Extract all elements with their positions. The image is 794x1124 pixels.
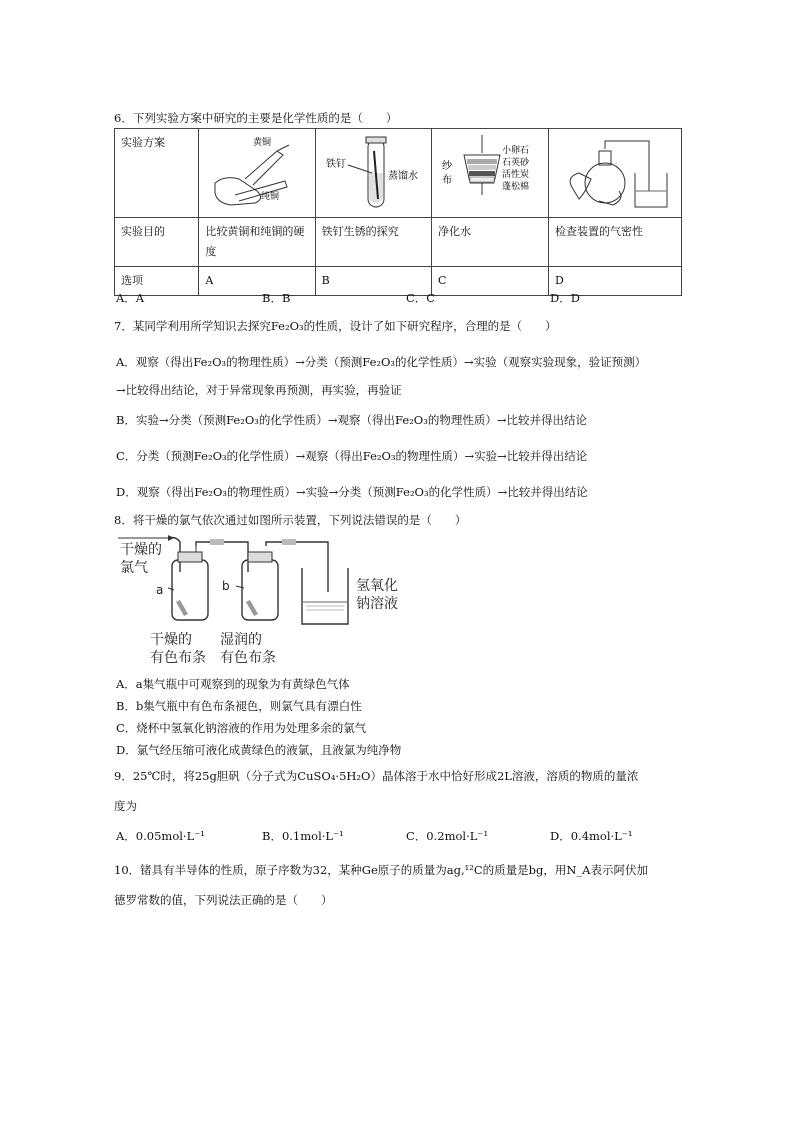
label-cotton: 蓬松棉 xyxy=(501,182,529,192)
label-wet-cloth1: 湿润的 xyxy=(220,632,262,648)
q7-option-d[interactable]: D．观察（得出Fe₂O₃的物理性质）→实验→分类（预测Fe₂O₃的化学性质）→比较并得出结论 xyxy=(116,485,588,499)
letter-a: A xyxy=(199,267,315,296)
q9-option-a[interactable]: A．0.05mol·L⁻¹ xyxy=(116,829,205,843)
q8-stem: 8．将干燥的氯气依次通过如图所示装置，下列说法错误的是（ ） xyxy=(114,513,467,527)
label-carbon: 活性炭 xyxy=(501,170,529,180)
label-dry-gas2: 氯气 xyxy=(120,560,148,576)
q9-option-c[interactable]: C．0.2mol·L⁻¹ xyxy=(406,829,489,843)
letter-d: D xyxy=(548,267,681,296)
q8-option-c[interactable]: C．烧杯中氢氧化钠溶液的作用为处理多余的氯气 xyxy=(116,721,367,735)
nail-tube-figure xyxy=(322,133,422,213)
label-naoh2: 钠溶液 xyxy=(356,596,398,612)
q8-option-a[interactable]: A．a集气瓶中可观察到的现象为有黄绿色气体 xyxy=(116,677,350,691)
q9-option-d[interactable]: D．0.4mol·L⁻¹ xyxy=(550,829,633,843)
q6-option-d[interactable]: D．D xyxy=(550,291,580,305)
label-gauze2: 布 xyxy=(441,175,452,186)
q9-stem-line1: 9．25℃时，将25g胆矾（分子式为CuSO₄·5H₂O）晶体溶于水中恰好形成2L溶液，溶质的物质的量浓 xyxy=(114,769,639,783)
q6-stem: 6．下列实验方案中研究的主要是化学性质的是（ ） xyxy=(114,111,398,125)
fig-b-rust xyxy=(315,129,431,218)
label-copper: 纯铜 xyxy=(261,192,280,202)
label-water: 蒸馏水 xyxy=(387,171,418,182)
q7-option-a-line1[interactable]: A．观察（得出Fe₂O₃的物理性质）→分类（预测Fe₂O₃的化学性质）→实验（观察实验现象，验证预测） xyxy=(116,355,647,369)
q8-option-b[interactable]: B．b集气瓶中有色布条褪色，则氯气具有漂白性 xyxy=(116,699,362,713)
label-a: a xyxy=(156,583,164,597)
q6-option-a[interactable]: A．A xyxy=(116,291,145,305)
purpose-b: 铁钉生锈的探究 xyxy=(315,218,431,267)
q10-stem-line2: 德罗常数的值，下列说法正确的是（ ） xyxy=(114,893,333,907)
letter-b: B xyxy=(315,267,431,296)
row-label-scheme: 实验方案 xyxy=(115,129,199,218)
label-pebble: 小卵石 xyxy=(501,146,529,156)
purpose-a: 比较黄铜和纯铜的硬度 xyxy=(199,218,315,267)
q7-stem: 7．某同学利用所学知识去探究Fe₂O₃的性质，设计了如下研究程序，合理的是（ ） xyxy=(114,319,557,333)
purpose-d: 检查装置的气密性 xyxy=(548,218,681,267)
q6-option-b[interactable]: B．B xyxy=(262,291,291,305)
label-naoh1: 氢氧化 xyxy=(356,578,398,594)
label-quartz: 石英砂 xyxy=(501,158,529,168)
q10-stem-line1: 10．锗具有半导体的性质，原子序数为32，某种Ge原子的质量为ag,¹²C的质量是bg，用N_A表示阿伏加 xyxy=(114,863,648,877)
label-brass: 黄铜 xyxy=(253,138,272,148)
fig-a-hardness xyxy=(199,129,315,218)
q9-option-b[interactable]: B．0.1mol·L⁻¹ xyxy=(262,829,344,843)
row-label-option: 选项 xyxy=(115,267,199,296)
label-wet-cloth2: 有色布条 xyxy=(220,650,276,666)
label-dry-cloth2: 有色布条 xyxy=(150,650,206,666)
q7-option-c[interactable]: C．分类（预测Fe₂O₃的化学性质）→观察（得出Fe₂O₃的物理性质）→实验→比较并得出结论 xyxy=(116,449,588,463)
label-gauze1: 纱 xyxy=(441,161,452,172)
q9-stem-line2: 度为 xyxy=(114,799,137,813)
q8-option-d[interactable]: D．氯气经压缩可液化成黄绿色的液氯，且液氯为纯净物 xyxy=(116,743,402,757)
label-dry-cloth1: 干燥的 xyxy=(150,632,192,648)
letter-c: C xyxy=(431,267,548,296)
purpose-c: 净化水 xyxy=(431,218,548,267)
fig-c-purify xyxy=(431,129,548,218)
label-b: b xyxy=(222,579,230,593)
chlorine-apparatus-figure xyxy=(114,532,424,668)
brass-scratch-figure xyxy=(205,133,305,213)
row-label-purpose: 实验目的 xyxy=(115,218,199,267)
label-dry-gas1: 干燥的 xyxy=(120,542,162,558)
water-filter-figure xyxy=(438,133,542,213)
fig-d-airtight xyxy=(548,129,681,218)
q7-option-b[interactable]: B．实验→分类（预测Fe₂O₃的化学性质）→观察（得出Fe₂O₃的物理性质）→比较并得出结论 xyxy=(116,413,587,427)
q6-table xyxy=(114,128,682,296)
airtight-check-figure xyxy=(555,133,675,213)
q6-option-c[interactable]: C．C xyxy=(406,291,436,305)
label-nail: 铁钉 xyxy=(325,159,346,170)
q7-option-a-line2: →比较得出结论，对于异常现象再预测，再实验，再验证 xyxy=(116,383,402,397)
